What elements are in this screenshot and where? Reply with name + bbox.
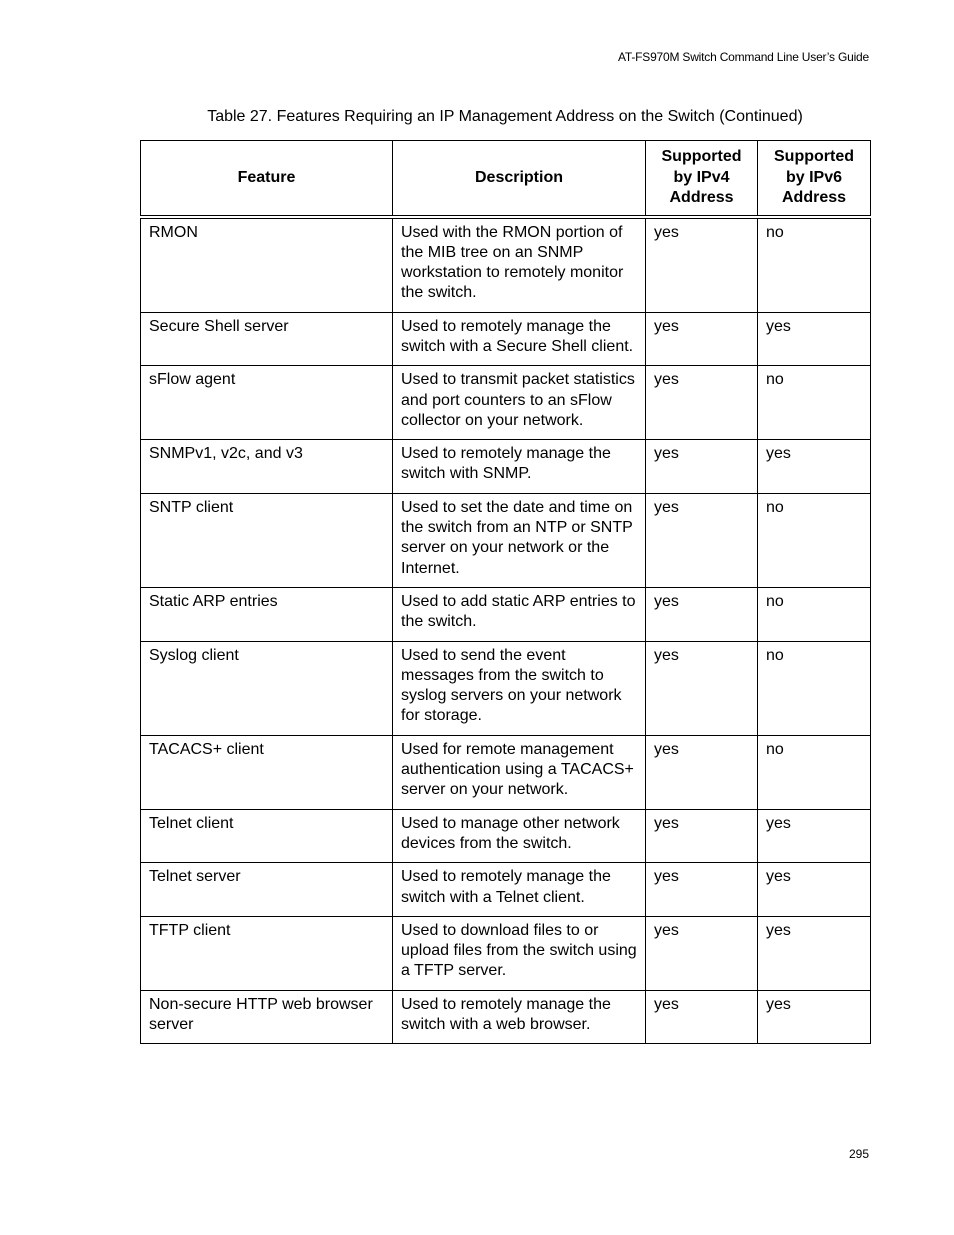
cell-description: Used to remotely manage the switch with a Secure Shell client. — [393, 312, 646, 366]
cell-feature: RMON — [141, 217, 393, 313]
cell-description: Used to add static ARP entries to the switch. — [393, 587, 646, 641]
cell-ipv4: yes — [646, 863, 758, 917]
cell-description: Used to remotely manage the switch with a Telnet client. — [393, 863, 646, 917]
cell-feature: Telnet server — [141, 863, 393, 917]
features-table-container — [140, 140, 870, 1044]
features-table — [140, 140, 871, 1044]
cell-feature: SNTP client — [141, 493, 393, 587]
cell-ipv6: yes — [758, 312, 871, 366]
cell-feature: TACACS+ client — [141, 735, 393, 809]
cell-feature: TFTP client — [141, 916, 393, 990]
running-header: AT-FS970M Switch Command Line User’s Guide — [617, 50, 869, 64]
table-caption: Table 27. Features Requiring an IP Management Address on the Switch (Continued) — [207, 108, 803, 125]
cell-ipv6: no — [758, 493, 871, 587]
cell-description: Used to remotely manage the switch with a web browser. — [393, 990, 646, 1044]
cell-feature: Non-secure HTTP web browser server — [141, 990, 393, 1044]
cell-ipv4: yes — [646, 312, 758, 366]
cell-ipv4: yes — [646, 916, 758, 990]
table-row — [141, 916, 871, 990]
page-number: 295 — [848, 1147, 869, 1161]
cell-feature: Static ARP entries — [141, 587, 393, 641]
cell-ipv6: yes — [758, 440, 871, 494]
table-row — [141, 312, 871, 366]
cell-ipv6: yes — [758, 916, 871, 990]
column-header-ipv4: Supported by IPv4 Address — [646, 141, 758, 217]
cell-description: Used to send the event messages from the switch to syslog servers on your network for storage. — [393, 641, 646, 735]
column-header-feature: Feature — [141, 141, 393, 217]
cell-ipv6: yes — [758, 809, 871, 863]
cell-ipv4: yes — [646, 809, 758, 863]
cell-description: Used to set the date and time on the switch from an NTP or SNTP server on your network or the Internet. — [393, 493, 646, 587]
cell-ipv4: yes — [646, 366, 758, 440]
cell-feature: Telnet client — [141, 809, 393, 863]
table-row — [141, 990, 871, 1044]
table-row — [141, 366, 871, 440]
cell-ipv6: yes — [758, 990, 871, 1044]
cell-ipv6: no — [758, 587, 871, 641]
table-row — [141, 587, 871, 641]
cell-ipv6: no — [758, 366, 871, 440]
cell-description: Used to download files to or upload files from the switch using a TFTP server. — [393, 916, 646, 990]
cell-description: Used to remotely manage the switch with SNMP. — [393, 440, 646, 494]
cell-description: Used to manage other network devices from the switch. — [393, 809, 646, 863]
cell-ipv4: yes — [646, 440, 758, 494]
cell-ipv4: yes — [646, 217, 758, 313]
cell-ipv4: yes — [646, 735, 758, 809]
table-row — [141, 440, 871, 494]
table-row — [141, 809, 871, 863]
table-row — [141, 217, 871, 313]
table-row — [141, 493, 871, 587]
table-body — [141, 217, 871, 1044]
cell-feature: SNMPv1, v2c, and v3 — [141, 440, 393, 494]
cell-feature: sFlow agent — [141, 366, 393, 440]
cell-ipv6: yes — [758, 863, 871, 917]
cell-feature: Secure Shell server — [141, 312, 393, 366]
column-header-ipv6: Supported by IPv6 Address — [758, 141, 871, 217]
cell-feature: Syslog client — [141, 641, 393, 735]
table-row — [141, 641, 871, 735]
cell-description: Used with the RMON portion of the MIB tree on an SNMP workstation to remotely monitor the switch. — [393, 217, 646, 313]
cell-ipv4: yes — [646, 641, 758, 735]
cell-ipv4: yes — [646, 990, 758, 1044]
cell-ipv4: yes — [646, 493, 758, 587]
cell-description: Used to transmit packet statistics and port counters to an sFlow collector on your network. — [393, 366, 646, 440]
cell-ipv4: yes — [646, 587, 758, 641]
cell-description: Used for remote management authentication using a TACACS+ server on your network. — [393, 735, 646, 809]
column-header-description: Description — [393, 141, 646, 217]
table-row — [141, 735, 871, 809]
cell-ipv6: no — [758, 641, 871, 735]
table-row — [141, 863, 871, 917]
cell-ipv6: no — [758, 735, 871, 809]
cell-ipv6: no — [758, 217, 871, 313]
table-header-row — [141, 141, 871, 217]
